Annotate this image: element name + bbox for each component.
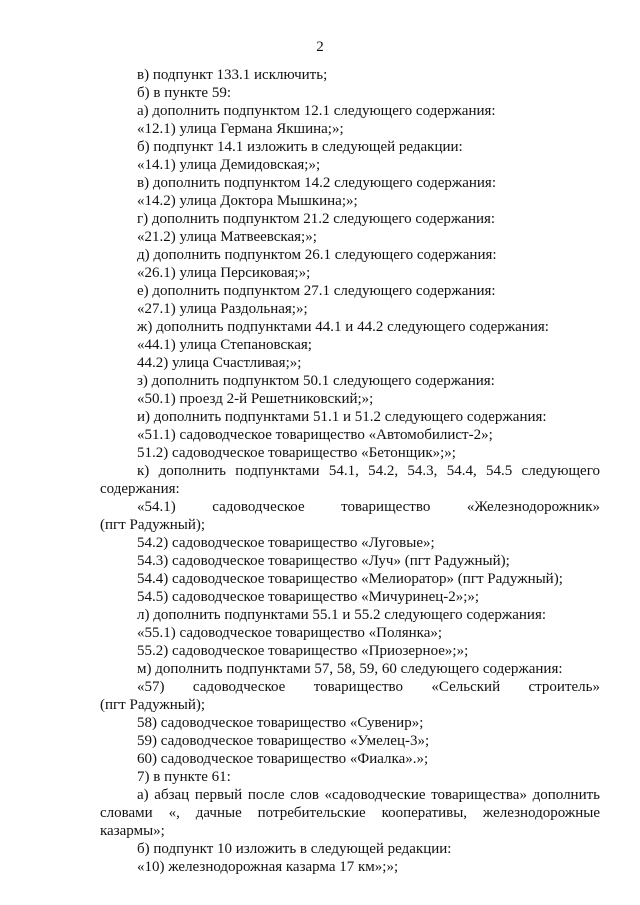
text-line: «12.1) улица Германа Якшина;»;	[137, 121, 344, 137]
text-line: «14.1) улица Демидовская;»;	[137, 157, 321, 173]
text-line: б) подпункт 10 изложить в следующей редакции:	[137, 841, 452, 857]
text-line: 60) садоводческое товарищество «Фиалка».»;	[137, 751, 429, 767]
text-line: 54.4) садоводческое товарищество «Мелиоратор» (пгт Радужный);	[137, 571, 563, 587]
text-line: казармы»;	[100, 823, 165, 839]
text-line: 54.3) садоводческое товарищество «Луч» (пгт Радужный);	[137, 553, 510, 569]
text-line: 44.2) улица Счастливая;»;	[137, 355, 302, 371]
text-line: г) дополнить подпунктом 21.2 следующего содержания:	[137, 211, 496, 227]
text-line: «55.1) садоводческое товарищество «Полянка»;	[137, 625, 443, 641]
text-line: «44.1) улица Степановская;	[137, 337, 312, 353]
text-line: 58) садоводческое товарищество «Сувенир»;	[137, 715, 424, 731]
text-line: б) подпункт 14.1 изложить в следующей редакции:	[137, 139, 463, 155]
text-line: «57) садоводческое товарищество «Сельский строитель»	[137, 679, 600, 695]
text-line: д) дополнить подпунктом 26.1 следующего содержания:	[137, 247, 497, 263]
text-line: а) абзац первый после слов «садоводческие товарищества» дополнить	[137, 787, 600, 803]
text-line: «10) железнодорожная казарма 17 км»;»;	[137, 859, 399, 875]
text-line: л) дополнить подпунктами 55.1 и 55.2 следующего содержания:	[137, 607, 547, 623]
text-line: в) дополнить подпунктом 14.2 следующего содержания:	[137, 175, 496, 191]
text-line: з) дополнить подпунктом 50.1 следующего содержания:	[137, 373, 495, 389]
text-line: 54.5) садоводческое товарищество «Мичуринец-2»;»;	[137, 589, 480, 605]
text-line: (пгт Радужный);	[100, 697, 206, 713]
text-line: «21.2) улица Матвеевская;»;	[137, 229, 317, 245]
text-line: «51.1) садоводческое товарищество «Автомобилист-2»;	[137, 427, 493, 443]
text-line: (пгт Радужный);	[100, 517, 206, 533]
text-line: и) дополнить подпунктами 51.1 и 51.2 следующего содержания:	[137, 409, 547, 425]
text-line: е) дополнить подпунктом 27.1 следующего содержания:	[137, 283, 496, 299]
text-line: «14.2) улица Доктора Мышкина;»;	[137, 193, 358, 209]
text-line: «54.1) садоводческое товарищество «Железнодорожник»	[137, 499, 600, 515]
document-body	[100, 66, 600, 876]
text-line: а) дополнить подпунктом 12.1 следующего содержания:	[137, 103, 496, 119]
text-line: к) дополнить подпунктами 54.1, 54.2, 54.3, 54.4, 54.5 следующего	[137, 463, 600, 479]
text-line: «26.1) улица Персиковая;»;	[137, 265, 311, 281]
text-line: б) в пункте 59:	[137, 85, 231, 101]
text-line: «50.1) проезд 2-й Решетниковский;»;	[137, 391, 374, 407]
text-line: словами «, дачные потребительские кооперативы, железнодорожные	[100, 805, 600, 821]
text-line: «27.1) улица Раздольная;»;	[137, 301, 308, 317]
text-line: содержания:	[100, 481, 180, 497]
text-line: 55.2) садоводческое товарищество «Приозерное»;»;	[137, 643, 469, 659]
page-number: 2	[316, 39, 324, 55]
text-line: 59) садоводческое товарищество «Умелец-3»;	[137, 733, 430, 749]
text-line: в) подпункт 133.1 исключить;	[137, 67, 328, 83]
text-line: ж) дополнить подпунктами 44.1 и 44.2 следующего содержания:	[137, 319, 549, 335]
text-line: м) дополнить подпунктами 57, 58, 59, 60 следующего содержания:	[137, 661, 563, 677]
text-line: 51.2) садоводческое товарищество «Бетонщик»;»;	[137, 445, 456, 461]
text-line: 54.2) садоводческое товарищество «Луговые»;	[137, 535, 435, 551]
text-line: 7) в пункте 61:	[137, 769, 231, 785]
